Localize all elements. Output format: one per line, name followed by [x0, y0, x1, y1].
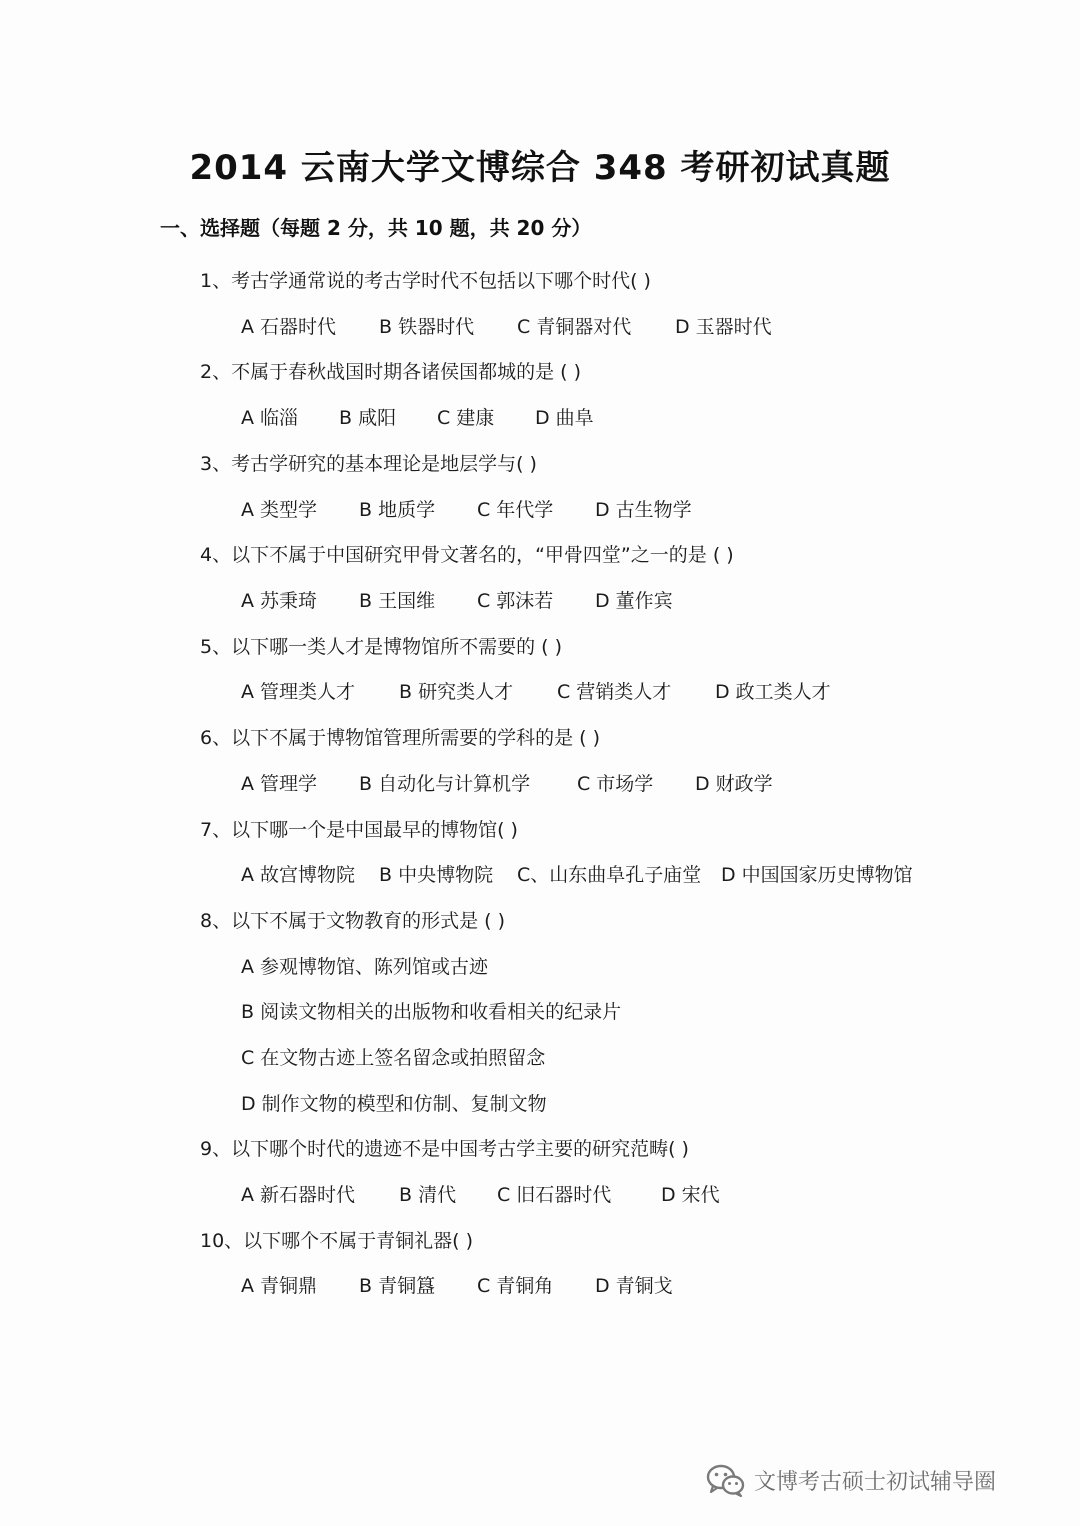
option-d: D 青铜戈: [595, 1275, 673, 1297]
question-5: 5、以下哪一类人才是博物馆所不需要的 ( ): [200, 636, 562, 658]
option-c: C 旧石器时代: [497, 1184, 612, 1206]
question-9: 9、以下哪个时代的遗迹不是中国考古学主要的研究范畴( ): [200, 1138, 689, 1160]
question-10: 10、以下哪个不属于青铜礼器( ): [200, 1230, 474, 1252]
option-a: A 新石器时代: [241, 1184, 356, 1206]
question-8: 8、以下不属于文物教育的形式是 ( ): [200, 910, 505, 932]
option-a: A 石器时代: [241, 316, 337, 338]
option-d: D 制作文物的模型和仿制、复制文物: [241, 1093, 547, 1115]
option-c: C 市场学: [577, 773, 654, 795]
option-c: C 郭沫若: [477, 590, 554, 612]
question-6: 6、以下不属于博物馆管理所需要的学科的是 ( ): [200, 727, 600, 749]
option-d: D 曲阜: [535, 407, 594, 429]
option-a: A 青铜鼎: [241, 1275, 318, 1297]
option-d: D 董作宾: [595, 590, 673, 612]
option-c: C、山东曲阜孔子庙堂: [517, 864, 702, 886]
option-d: D 宋代: [661, 1184, 720, 1206]
watermark: [706, 1462, 996, 1498]
option-d: D 古生物学: [595, 499, 692, 521]
option-c: C 在文物古迹上签名留念或拍照留念: [241, 1047, 546, 1069]
question-1: 1、考古学通常说的考古学时代不包括以下哪个时代( ): [200, 270, 651, 292]
option-a: A 故宫博物院: [241, 864, 356, 886]
question-7: 7、以下哪一个是中国最早的博物馆( ): [200, 819, 518, 841]
option-d: D 玉器时代: [675, 316, 772, 338]
page-title: 2014 云南大学文博综合 348 考研初试真题: [189, 148, 891, 188]
option-b: B 王国维: [359, 590, 436, 612]
option-c: C 年代学: [477, 499, 554, 521]
option-b: B 研究类人才: [399, 681, 514, 703]
option-b: B 铁器时代: [379, 316, 475, 338]
option-c: C 青铜器对代: [517, 316, 632, 338]
wechat-icon: [706, 1463, 746, 1497]
option-c: C 建康: [437, 407, 495, 429]
option-a: A 管理学: [241, 773, 318, 795]
option-d: D 财政学: [695, 773, 773, 795]
option-d: D 中国国家历史博物馆: [721, 864, 913, 886]
option-b: B 阅读文物相关的出版物和收看相关的纪录片: [241, 1001, 622, 1023]
option-b: B 青铜簋: [359, 1275, 436, 1297]
option-c: C 营销类人才: [557, 681, 672, 703]
option-b: B 咸阳: [339, 407, 397, 429]
option-d: D 政工类人才: [715, 681, 831, 703]
option-b: B 中央博物院: [379, 864, 494, 886]
question-2: 2、不属于春秋战国时期各诸侯国都城的是 ( ): [200, 361, 581, 383]
option-c: C 青铜角: [477, 1275, 554, 1297]
option-b: B 地质学: [359, 499, 436, 521]
question-3: 3、考古学研究的基本理论是地层学与( ): [200, 453, 537, 475]
option-a: A 临淄: [241, 407, 299, 429]
option-b: B 清代: [399, 1184, 457, 1206]
option-b: B 自动化与计算机学: [359, 773, 531, 795]
option-a: A 参观博物馆、陈列馆或古迹: [241, 956, 489, 978]
option-a: A 苏秉琦: [241, 590, 318, 612]
option-a: A 管理类人才: [241, 681, 356, 703]
section-heading: 一、选择题（每题 2 分，共 10 题，共 20 分）: [160, 216, 592, 240]
watermark-text: 文博考古硕士初试辅导圈: [754, 1469, 997, 1495]
option-a: A 类型学: [241, 499, 318, 521]
question-4: 4、以下不属于中国研究甲骨文著名的，“甲骨四堂”之一的是 ( ): [200, 544, 734, 566]
